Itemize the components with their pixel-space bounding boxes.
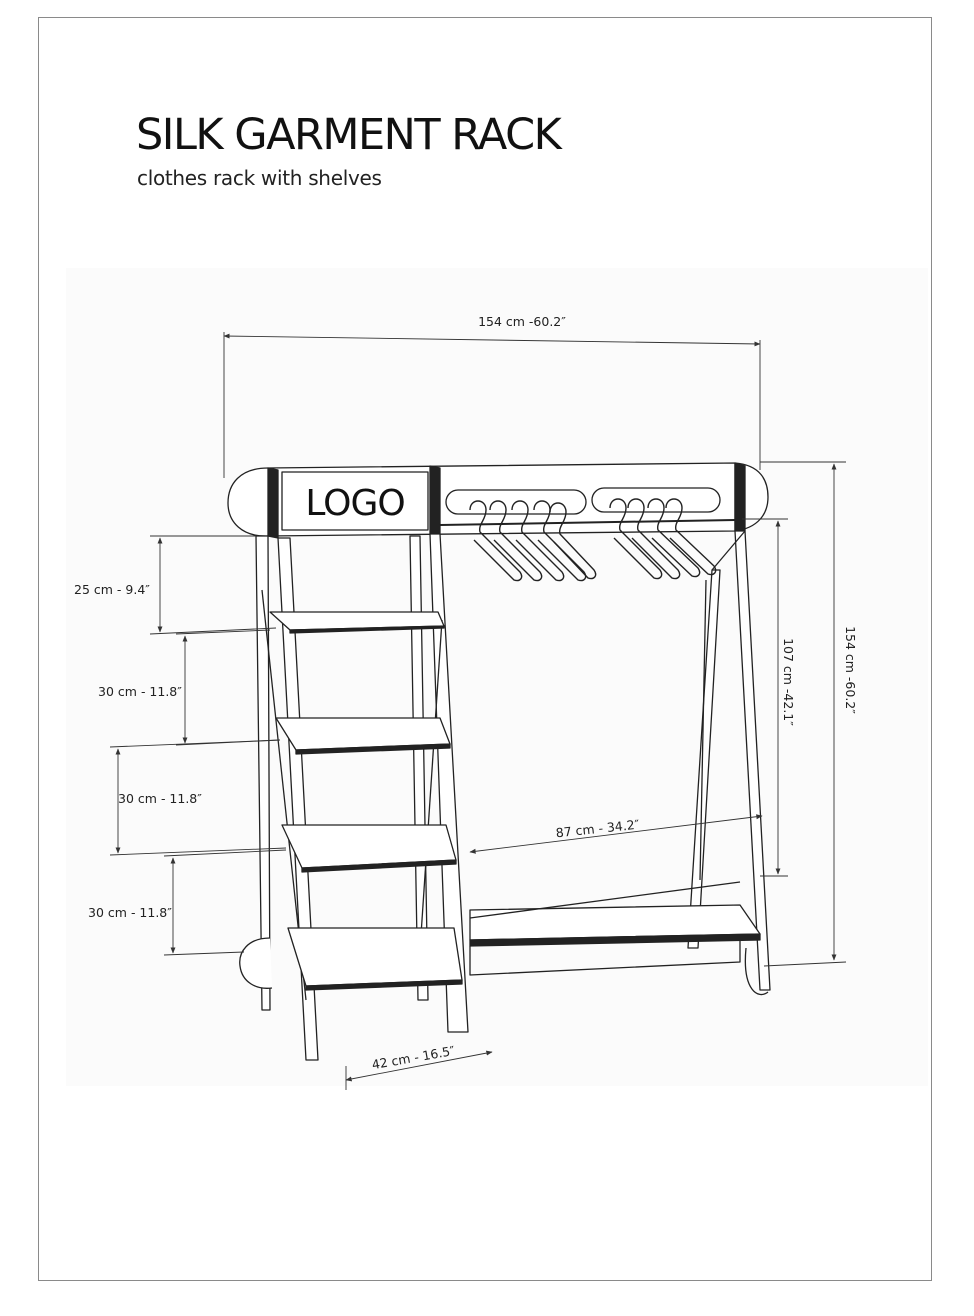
dim-shelf-gap-top: 25 cm - 9.4″ bbox=[74, 582, 150, 597]
dim-hanging-height: 107 cm -42.1″ bbox=[781, 638, 796, 726]
page-title: SILK GARMENT RACK bbox=[136, 110, 561, 160]
dim-shelf-gap-4: 30 cm - 11.8″ bbox=[88, 905, 172, 920]
dim-depth: 42 cm - 16.5″ bbox=[370, 1042, 456, 1073]
bottom-shelf bbox=[470, 882, 760, 975]
dim-inner-width: 87 cm - 34.2″ bbox=[555, 816, 641, 841]
page-subtitle: clothes rack with shelves bbox=[137, 166, 382, 190]
dim-overall-height: 154 cm -60.2″ bbox=[843, 626, 858, 714]
dim-shelf-gap-2: 30 cm - 11.8″ bbox=[98, 684, 182, 699]
logo-text: LOGO bbox=[305, 483, 405, 524]
dim-overall-width: 154 cm -60.2″ bbox=[478, 314, 566, 329]
dim-shelf-gap-3: 30 cm - 11.8″ bbox=[118, 791, 202, 806]
